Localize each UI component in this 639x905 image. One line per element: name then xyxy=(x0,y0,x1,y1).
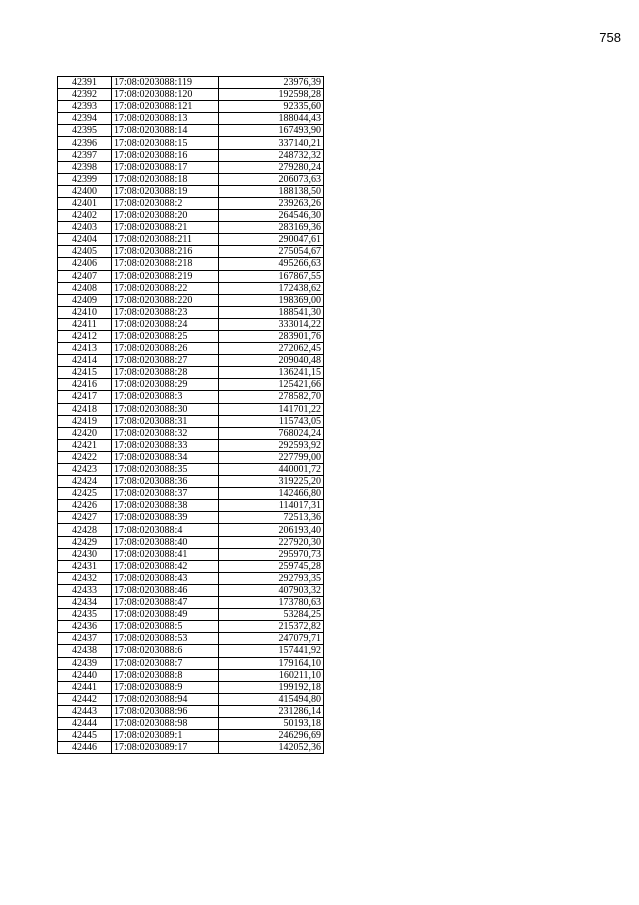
row-number-cell: 42409 xyxy=(58,294,112,306)
row-number-cell: 42438 xyxy=(58,645,112,657)
cadastral-number-cell: 17:08:0203088:42 xyxy=(112,560,219,572)
table-row xyxy=(58,258,324,270)
table-row xyxy=(58,536,324,548)
value-cell: 188541,30 xyxy=(219,306,324,318)
table-row xyxy=(58,560,324,572)
cadastral-number-cell: 17:08:0203089:17 xyxy=(112,742,219,754)
cadastral-number-cell: 17:08:0203088:6 xyxy=(112,645,219,657)
value-cell: 283901,76 xyxy=(219,330,324,342)
row-number-cell: 42431 xyxy=(58,560,112,572)
row-number-cell: 42403 xyxy=(58,222,112,234)
table-row xyxy=(58,705,324,717)
cadastral-number-cell: 17:08:0203088:96 xyxy=(112,705,219,717)
cadastral-number-cell: 17:08:0203088:94 xyxy=(112,693,219,705)
row-number-cell: 42392 xyxy=(58,89,112,101)
row-number-cell: 42446 xyxy=(58,742,112,754)
cadastral-number-cell: 17:08:0203088:13 xyxy=(112,113,219,125)
value-cell: 227920,30 xyxy=(219,536,324,548)
value-cell: 248732,32 xyxy=(219,149,324,161)
cadastral-number-cell: 17:08:0203088:46 xyxy=(112,584,219,596)
value-cell: 227799,00 xyxy=(219,451,324,463)
cadastral-number-cell: 17:08:0203088:26 xyxy=(112,343,219,355)
value-cell: 72513,36 xyxy=(219,512,324,524)
row-number-cell: 42391 xyxy=(58,77,112,89)
table-row xyxy=(58,464,324,476)
value-cell: 283169,36 xyxy=(219,222,324,234)
value-cell: 290047,61 xyxy=(219,234,324,246)
row-number-cell: 42418 xyxy=(58,403,112,415)
value-cell: 247079,71 xyxy=(219,633,324,645)
row-number-cell: 42432 xyxy=(58,572,112,584)
row-number-cell: 42443 xyxy=(58,705,112,717)
table-row xyxy=(58,355,324,367)
value-cell: 231286,14 xyxy=(219,705,324,717)
row-number-cell: 42394 xyxy=(58,113,112,125)
cadastral-number-cell: 17:08:0203088:31 xyxy=(112,415,219,427)
cadastral-number-cell: 17:08:0203088:47 xyxy=(112,597,219,609)
cadastral-number-cell: 17:08:0203089:1 xyxy=(112,730,219,742)
row-number-cell: 42422 xyxy=(58,451,112,463)
cadastral-number-cell: 17:08:0203088:22 xyxy=(112,282,219,294)
table-row xyxy=(58,270,324,282)
cadastral-number-cell: 17:08:0203088:34 xyxy=(112,451,219,463)
table-row xyxy=(58,403,324,415)
value-cell: 319225,20 xyxy=(219,476,324,488)
row-number-cell: 42444 xyxy=(58,717,112,729)
table-row xyxy=(58,645,324,657)
value-cell: 206193,40 xyxy=(219,524,324,536)
value-cell: 209040,48 xyxy=(219,355,324,367)
table-row xyxy=(58,343,324,355)
cadastral-number-cell: 17:08:0203088:119 xyxy=(112,77,219,89)
value-cell: 495266,63 xyxy=(219,258,324,270)
row-number-cell: 42425 xyxy=(58,488,112,500)
table-row xyxy=(58,173,324,185)
cadastral-number-cell: 17:08:0203088:32 xyxy=(112,427,219,439)
row-number-cell: 42423 xyxy=(58,464,112,476)
table-row xyxy=(58,597,324,609)
row-number-cell: 42427 xyxy=(58,512,112,524)
value-cell: 198369,00 xyxy=(219,294,324,306)
row-number-cell: 42421 xyxy=(58,439,112,451)
table-row xyxy=(58,246,324,258)
row-number-cell: 42420 xyxy=(58,427,112,439)
table-row xyxy=(58,657,324,669)
value-cell: 172438,62 xyxy=(219,282,324,294)
cadastral-number-cell: 17:08:0203088:25 xyxy=(112,330,219,342)
row-number-cell: 42397 xyxy=(58,149,112,161)
cadastral-number-cell: 17:08:0203088:49 xyxy=(112,609,219,621)
cadastral-number-cell: 17:08:0203088:16 xyxy=(112,149,219,161)
cadastral-number-cell: 17:08:0203088:218 xyxy=(112,258,219,270)
table-row xyxy=(58,149,324,161)
table-row xyxy=(58,742,324,754)
value-cell: 292793,35 xyxy=(219,572,324,584)
cadastral-number-cell: 17:08:0203088:35 xyxy=(112,464,219,476)
table-row xyxy=(58,161,324,173)
row-number-cell: 42408 xyxy=(58,282,112,294)
cadastral-number-cell: 17:08:0203088:28 xyxy=(112,367,219,379)
value-cell: 23976,39 xyxy=(219,77,324,89)
row-number-cell: 42414 xyxy=(58,355,112,367)
table-row xyxy=(58,391,324,403)
row-number-cell: 42404 xyxy=(58,234,112,246)
cadastral-number-cell: 17:08:0203088:43 xyxy=(112,572,219,584)
page-number: 758 xyxy=(599,30,621,45)
value-cell: 142466,80 xyxy=(219,488,324,500)
value-cell: 188044,43 xyxy=(219,113,324,125)
cadastral-number-cell: 17:08:0203088:20 xyxy=(112,210,219,222)
value-cell: 115743,05 xyxy=(219,415,324,427)
value-cell: 278582,70 xyxy=(219,391,324,403)
table-row xyxy=(58,77,324,89)
row-number-cell: 42440 xyxy=(58,669,112,681)
cadastral-number-cell: 17:08:0203088:211 xyxy=(112,234,219,246)
row-number-cell: 42406 xyxy=(58,258,112,270)
table-row xyxy=(58,234,324,246)
table-row xyxy=(58,125,324,137)
cadastral-number-cell: 17:08:0203088:219 xyxy=(112,270,219,282)
value-cell: 768024,24 xyxy=(219,427,324,439)
cadastral-value-table xyxy=(57,76,324,754)
cadastral-number-cell: 17:08:0203088:9 xyxy=(112,681,219,693)
table-row xyxy=(58,451,324,463)
cadastral-number-cell: 17:08:0203088:5 xyxy=(112,621,219,633)
table-row xyxy=(58,367,324,379)
row-number-cell: 42393 xyxy=(58,101,112,113)
table-row xyxy=(58,306,324,318)
row-number-cell: 42439 xyxy=(58,657,112,669)
table-row xyxy=(58,427,324,439)
cadastral-number-cell: 17:08:0203088:19 xyxy=(112,185,219,197)
row-number-cell: 42402 xyxy=(58,210,112,222)
value-cell: 192598,28 xyxy=(219,89,324,101)
value-cell: 167867,55 xyxy=(219,270,324,282)
cadastral-number-cell: 17:08:0203088:41 xyxy=(112,548,219,560)
table-row xyxy=(58,222,324,234)
table-row xyxy=(58,572,324,584)
value-cell: 160211,10 xyxy=(219,669,324,681)
row-number-cell: 42441 xyxy=(58,681,112,693)
cadastral-number-cell: 17:08:0203088:24 xyxy=(112,318,219,330)
row-number-cell: 42445 xyxy=(58,730,112,742)
table-row xyxy=(58,488,324,500)
row-number-cell: 42399 xyxy=(58,173,112,185)
table-row xyxy=(58,101,324,113)
value-cell: 215372,82 xyxy=(219,621,324,633)
value-cell: 206073,63 xyxy=(219,173,324,185)
cadastral-number-cell: 17:08:0203088:40 xyxy=(112,536,219,548)
value-cell: 199192,18 xyxy=(219,681,324,693)
row-number-cell: 42426 xyxy=(58,500,112,512)
value-cell: 415494,80 xyxy=(219,693,324,705)
row-number-cell: 42395 xyxy=(58,125,112,137)
table-row xyxy=(58,330,324,342)
table-body xyxy=(58,77,324,754)
row-number-cell: 42434 xyxy=(58,597,112,609)
row-number-cell: 42412 xyxy=(58,330,112,342)
table-row xyxy=(58,633,324,645)
row-number-cell: 42411 xyxy=(58,318,112,330)
cadastral-number-cell: 17:08:0203088:38 xyxy=(112,500,219,512)
value-cell: 275054,67 xyxy=(219,246,324,258)
row-number-cell: 42417 xyxy=(58,391,112,403)
table-row xyxy=(58,185,324,197)
cadastral-number-cell: 17:08:0203088:39 xyxy=(112,512,219,524)
value-cell: 259745,28 xyxy=(219,560,324,572)
value-cell: 279280,24 xyxy=(219,161,324,173)
row-number-cell: 42407 xyxy=(58,270,112,282)
cadastral-number-cell: 17:08:0203088:7 xyxy=(112,657,219,669)
cadastral-number-cell: 17:08:0203088:29 xyxy=(112,379,219,391)
value-cell: 407903,32 xyxy=(219,584,324,596)
table-row xyxy=(58,584,324,596)
row-number-cell: 42428 xyxy=(58,524,112,536)
cadastral-number-cell: 17:08:0203088:216 xyxy=(112,246,219,258)
value-cell: 246296,69 xyxy=(219,730,324,742)
table-row xyxy=(58,210,324,222)
value-cell: 114017,31 xyxy=(219,500,324,512)
table-row xyxy=(58,717,324,729)
cadastral-number-cell: 17:08:0203088:120 xyxy=(112,89,219,101)
row-number-cell: 42435 xyxy=(58,609,112,621)
row-number-cell: 42442 xyxy=(58,693,112,705)
cadastral-number-cell: 17:08:0203088:18 xyxy=(112,173,219,185)
table-row xyxy=(58,415,324,427)
table-row xyxy=(58,282,324,294)
value-cell: 157441,92 xyxy=(219,645,324,657)
value-cell: 50193,18 xyxy=(219,717,324,729)
row-number-cell: 42398 xyxy=(58,161,112,173)
table-row xyxy=(58,137,324,149)
value-cell: 188138,50 xyxy=(219,185,324,197)
value-cell: 92335,60 xyxy=(219,101,324,113)
cadastral-number-cell: 17:08:0203088:30 xyxy=(112,403,219,415)
cadastral-number-cell: 17:08:0203088:37 xyxy=(112,488,219,500)
table-row xyxy=(58,294,324,306)
row-number-cell: 42415 xyxy=(58,367,112,379)
value-cell: 179164,10 xyxy=(219,657,324,669)
value-cell: 292593,92 xyxy=(219,439,324,451)
row-number-cell: 42433 xyxy=(58,584,112,596)
cadastral-number-cell: 17:08:0203088:98 xyxy=(112,717,219,729)
cadastral-number-cell: 17:08:0203088:220 xyxy=(112,294,219,306)
cadastral-number-cell: 17:08:0203088:53 xyxy=(112,633,219,645)
table-row xyxy=(58,730,324,742)
cadastral-number-cell: 17:08:0203088:27 xyxy=(112,355,219,367)
cadastral-number-cell: 17:08:0203088:36 xyxy=(112,476,219,488)
value-cell: 272062,45 xyxy=(219,343,324,355)
table-row xyxy=(58,113,324,125)
cadastral-number-cell: 17:08:0203088:33 xyxy=(112,439,219,451)
cadastral-number-cell: 17:08:0203088:17 xyxy=(112,161,219,173)
cadastral-number-cell: 17:08:0203088:121 xyxy=(112,101,219,113)
table-row xyxy=(58,548,324,560)
value-cell: 167493,90 xyxy=(219,125,324,137)
cadastral-number-cell: 17:08:0203088:21 xyxy=(112,222,219,234)
table-row xyxy=(58,512,324,524)
value-cell: 173780,63 xyxy=(219,597,324,609)
table-row xyxy=(58,89,324,101)
table-row xyxy=(58,524,324,536)
cadastral-number-cell: 17:08:0203088:4 xyxy=(112,524,219,536)
row-number-cell: 42400 xyxy=(58,185,112,197)
row-number-cell: 42437 xyxy=(58,633,112,645)
table-row xyxy=(58,681,324,693)
value-cell: 125421,66 xyxy=(219,379,324,391)
cadastral-number-cell: 17:08:0203088:15 xyxy=(112,137,219,149)
row-number-cell: 42413 xyxy=(58,343,112,355)
table-row xyxy=(58,379,324,391)
row-number-cell: 42410 xyxy=(58,306,112,318)
cadastral-number-cell: 17:08:0203088:2 xyxy=(112,197,219,209)
row-number-cell: 42430 xyxy=(58,548,112,560)
value-cell: 141701,22 xyxy=(219,403,324,415)
value-cell: 136241,15 xyxy=(219,367,324,379)
value-cell: 264546,30 xyxy=(219,210,324,222)
value-cell: 333014,22 xyxy=(219,318,324,330)
table-row xyxy=(58,500,324,512)
cadastral-number-cell: 17:08:0203088:8 xyxy=(112,669,219,681)
cadastral-number-cell: 17:08:0203088:23 xyxy=(112,306,219,318)
value-cell: 239263,26 xyxy=(219,197,324,209)
row-number-cell: 42405 xyxy=(58,246,112,258)
row-number-cell: 42419 xyxy=(58,415,112,427)
value-cell: 337140,21 xyxy=(219,137,324,149)
table-row xyxy=(58,318,324,330)
table-row xyxy=(58,197,324,209)
table-row xyxy=(58,476,324,488)
table-row xyxy=(58,669,324,681)
row-number-cell: 42436 xyxy=(58,621,112,633)
table-row xyxy=(58,439,324,451)
cadastral-number-cell: 17:08:0203088:14 xyxy=(112,125,219,137)
cadastral-number-cell: 17:08:0203088:3 xyxy=(112,391,219,403)
value-cell: 295970,73 xyxy=(219,548,324,560)
table-row xyxy=(58,609,324,621)
value-cell: 53284,25 xyxy=(219,609,324,621)
row-number-cell: 42401 xyxy=(58,197,112,209)
row-number-cell: 42416 xyxy=(58,379,112,391)
table-row xyxy=(58,621,324,633)
row-number-cell: 42429 xyxy=(58,536,112,548)
row-number-cell: 42424 xyxy=(58,476,112,488)
row-number-cell: 42396 xyxy=(58,137,112,149)
value-cell: 142052,36 xyxy=(219,742,324,754)
value-cell: 440001,72 xyxy=(219,464,324,476)
table-row xyxy=(58,693,324,705)
